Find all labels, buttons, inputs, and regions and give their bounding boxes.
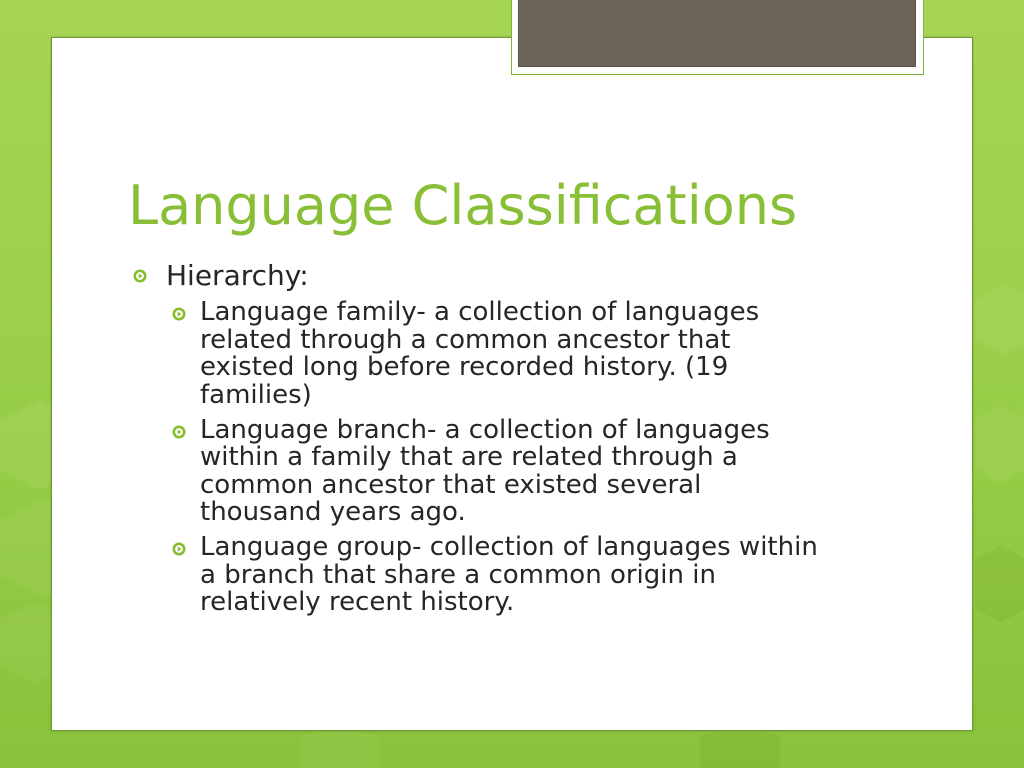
bullet-text-line: existed long before recorded history. (19 [200,352,729,382]
bullet-text-line: Language group- collection of languages within [200,532,818,562]
bullet-language-branch [200,414,900,527]
bullet-language-family [200,299,900,409]
slide-title: Language Classifications [128,174,798,237]
bullet-text-line: families) [200,379,312,410]
bullet-text-line: thousand years ago. [200,497,466,527]
circle-arrow-bullet-icon [133,269,147,283]
bullet-text-line: Language branch- a collection of languages [200,414,770,445]
bullet-text-line: related through a common ancestor that [200,324,731,355]
circle-arrow-bullet-icon [172,425,186,439]
bullet-level1-hierarchy [166,260,309,292]
header-decoration-block [518,0,916,67]
bullet-text-line: relatively recent history. [200,587,515,617]
bullet-text-line: Language family- a collection of languages [200,297,760,327]
bullet-language-group [200,534,900,617]
bullet-text-line: a branch that share a common origin in [200,559,716,590]
bullet-text-line: within a family that are related through a [200,442,738,472]
bullet-level2-list [200,299,900,617]
bullet-level1-text: Hierarchy: [166,259,309,292]
bullet-text-line: common ancestor that existed several [200,469,702,500]
circle-arrow-bullet-icon [172,542,186,556]
circle-arrow-bullet-icon [172,307,186,321]
